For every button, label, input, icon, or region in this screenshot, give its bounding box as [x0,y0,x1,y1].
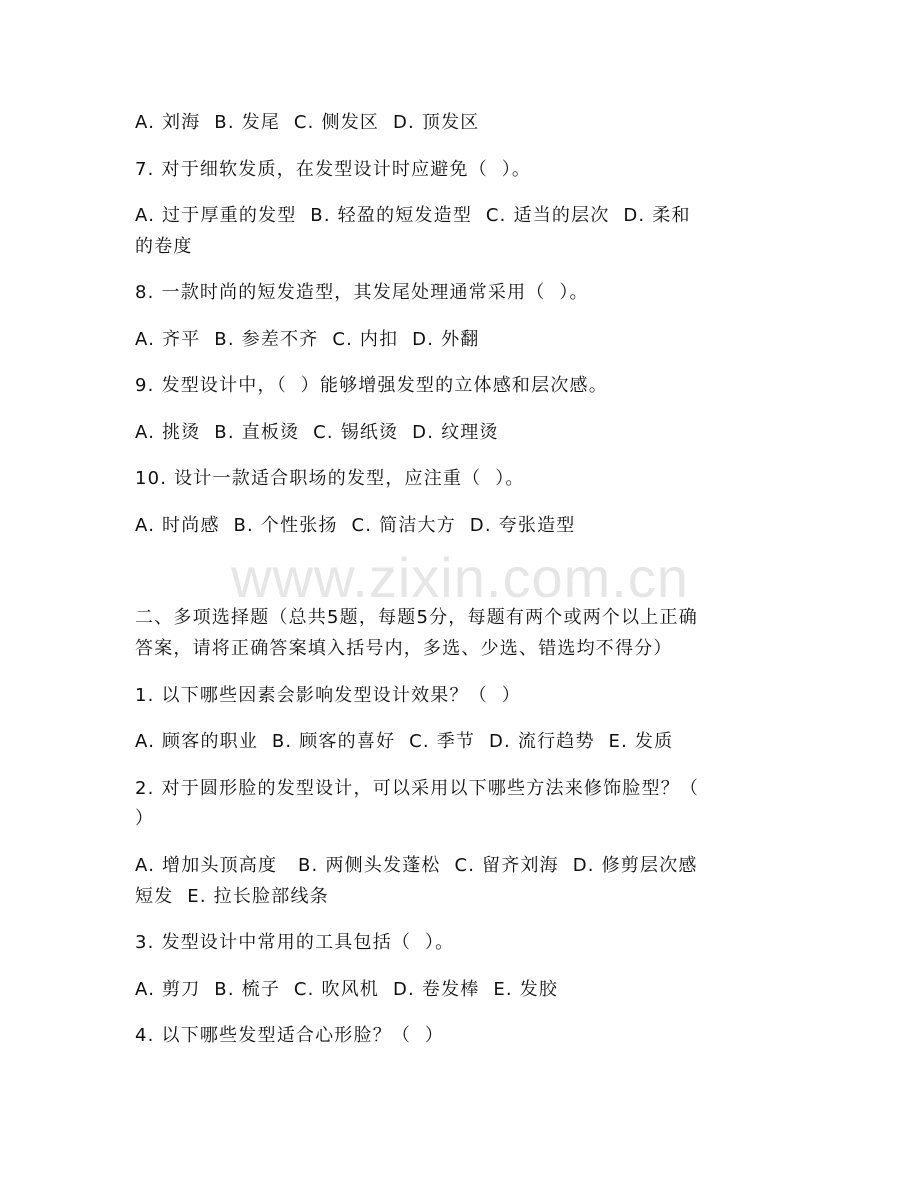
q9-options: A. 挑烫 B. 直板烫 C. 锡纸烫 D. 纹理烫 [135,422,499,443]
mq2-options-line2: 短发 E. 拉长脸部线条 [135,886,329,907]
section-heading-line2: 答案，请将正确答案填入括号内，多选、少选、错选均不得分） [135,638,673,659]
site-watermark: www.zixin.com.cn [231,546,689,609]
q7-question: 7. 对于细软发质，在发型设计时应避免（ ）。 [135,159,532,180]
mq2-question-line1: 2. 对于圆形脸的发型设计，可以采用以下哪些方法来修饰脸型？（ [135,778,700,799]
q10-question: 10. 设计一款适合职场的发型，应注重（ ）。 [135,468,525,489]
q6-options: A. 刘海 B. 发尾 C. 侧发区 D. 顶发区 [135,112,480,133]
mq4-question: 4. 以下哪些发型适合心形脸？（ ） [135,1025,445,1046]
mq2-options-line1: A. 增加头顶高度 B. 两侧头发蓬松 C. 留齐刘海 D. 修剪层次感 [135,855,698,876]
q8-options: A. 齐平 B. 参差不齐 C. 内扣 D. 外翻 [135,329,480,350]
q7-options-line1: A. 过于厚重的发型 B. 轻盈的短发造型 C. 适当的层次 D. 柔和 [135,205,691,226]
mq3-question: 3. 发型设计中常用的工具包括（ ）。 [135,932,455,953]
q8-question: 8. 一款时尚的短发造型，其发尾处理通常采用（ ）。 [135,282,589,303]
section-heading-line1: 二、多项选择题（总共5题，每题5分，每题有两个或两个以上正确 [135,607,698,628]
mq3-options: A. 剪刀 B. 梳子 C. 吹风机 D. 卷发棒 E. 发胶 [135,979,559,1000]
q10-options: A. 时尚感 B. 个性张扬 C. 简洁大方 D. 夸张造型 [135,515,576,536]
mq1-options: A. 顾客的职业 B. 顾客的喜好 C. 季节 D. 流行趋势 E. 发质 [135,731,674,752]
q7-options-line2: 的卷度 [135,236,193,257]
mq1-question: 1. 以下哪些因素会影响发型设计效果？（ ） [135,685,521,706]
q9-question: 9. 发型设计中，（ ）能够增强发型的立体感和层次感。 [135,375,608,396]
mq2-question-line2: ） [135,808,155,829]
